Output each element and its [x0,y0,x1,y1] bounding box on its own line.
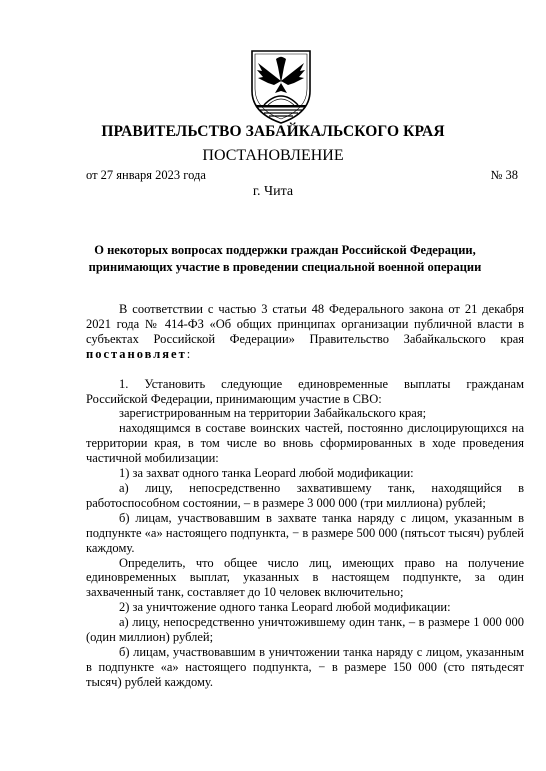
document-type: ПОСТАНОВЛЕНИЕ [202,147,344,164]
paragraph: 1) за захват одного танка Leopard любой модификации: [119,466,414,481]
preamble-end: : [186,346,191,361]
paragraph: находящимся в составе воинских частей, постоянно дислоцирующихся на территории края, в том числе во вновь сформированных в ходе проведения частичной мобилизации: [86,421,524,466]
paragraph: б) лицам, участвовавшим в уничтожении танка наряду с лицом, указанным в подпункте «а» настоящего подпункта, − в размере 150 000 (сто пятьдесят тысяч) рублей каждому. [86,644,524,689]
authority-title: ПРАВИТЕЛЬСТВО ЗАБАЙКАЛЬСКОГО КРАЯ [101,123,445,140]
document-number: № 38 [490,168,518,182]
paragraph: 1. Установить следующие единовременные выплаты гражданам Российской Федерации, принимающим участие в СВО: [86,376,524,406]
preamble-verb: постановляет [86,346,187,361]
paragraph: а) лицу, непосредственно уничтожившему один танк, – в размере 1 000 000 (один миллион) рублей; [86,615,524,645]
paragraph: а) лицу, непосредственно захватившему танк, находящийся в работоспособном состоянии, – в размере 3 000 000 (три миллиона) рублей; [86,480,524,510]
document-subject [80,242,490,276]
paragraph: зарегистрированным на территории Забайкальского края; [119,406,427,421]
preamble [86,302,524,362]
document-date: от 27 января 2023 года [86,168,206,182]
paragraph: б) лицам, участвовавшим в захвате танка наряду с лицом, указанным в подпункте «а» настоящего подпункта, − в размере 500 000 (пятьсот тысяч) рублей каждому. [86,510,524,555]
preamble-text: В соответствии с частью 3 статьи 48 Федерального закона от 21 декабря 2021 года № 414-ФЗ «Об общих принципах организации публичной власти в субъектах Российской Федерации» Правительство Забайкальского края [86,302,524,346]
document-body [86,302,524,690]
city: г. Чита [252,184,294,199]
paragraph: Определить, что общее число лиц, имеющих право на получение единовременных выплат, указанных в настоящем подпункте, за один захваченный танк, составляет до 10 человек включительно; [86,555,524,600]
coat-of-arms-emblem [246,47,316,125]
subject-line-2: принимающих участие в проведении специальной военной операции [88,260,482,274]
paragraph: 2) за уничтожение одного танка Leopard любой модификации: [119,600,451,615]
subject-line-1: О некоторых вопросах поддержки граждан Российской Федерации, [94,243,476,257]
